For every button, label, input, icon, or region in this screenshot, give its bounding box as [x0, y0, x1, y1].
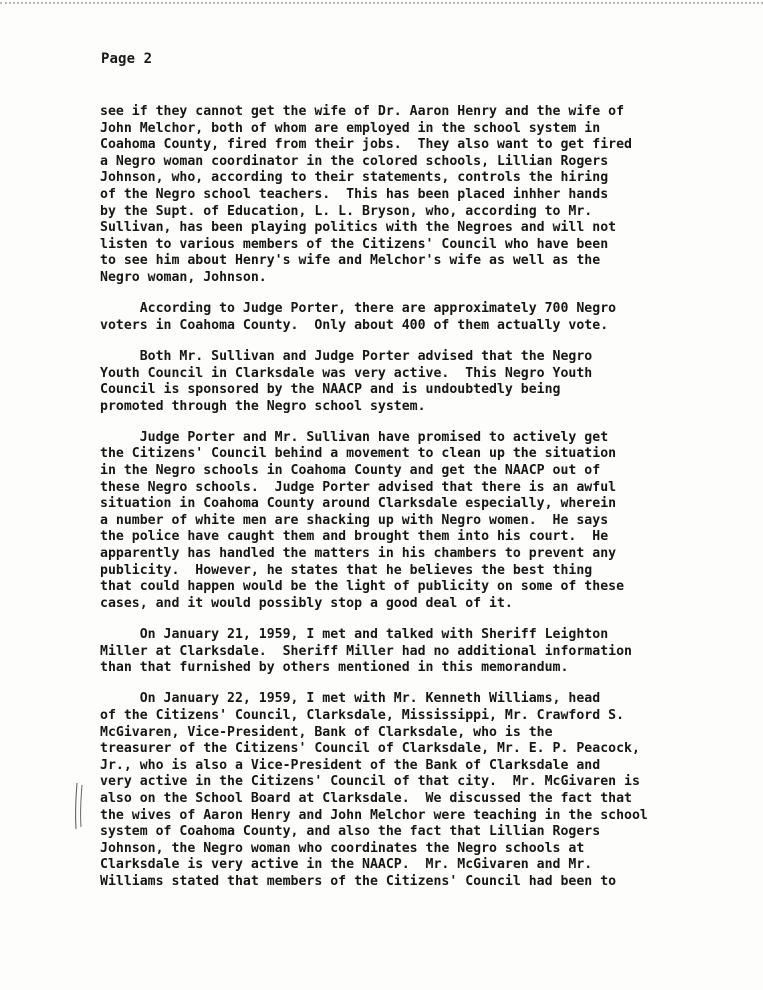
- text-line: than that furnished by others mentioned in this memorandum.: [100, 660, 569, 676]
- text-line: apparently has handled the matters in his chambers to prevent any: [100, 546, 617, 562]
- text-line: Johnson, the Negro woman who coordinates the Negro schools at: [100, 840, 585, 856]
- text-line: Negro woman, Johnson.: [100, 269, 267, 285]
- text-line: publicity. However, he states that he believes the best thing: [100, 562, 593, 578]
- text-line: the Citizens' Council behind a movement to clean up the situation: [100, 446, 617, 462]
- text-line: On January 22, 1959, I met with Mr. Kenneth Williams, head: [100, 691, 601, 707]
- text-line: system of Coahoma County, and also the fact that Lillian Rogers: [100, 824, 601, 840]
- text-line: promoted through the Negro school system.: [100, 398, 426, 414]
- text-line: Miller at Clarksdale. Sheriff Miller had no additional information: [100, 643, 632, 659]
- text-line: see if they cannot get the wife of Dr. Aaron Henry and the wife of: [100, 104, 625, 119]
- text-line: in the Negro schools in Coahoma County and get the NAACP out of: [100, 463, 601, 479]
- page-number-header: Page 2: [101, 51, 153, 67]
- text-line: by the Supt. of Education, L. L. Bryson, who, according to Mr.: [100, 203, 593, 219]
- text-line: Williams stated that members of the Citizens' Council had been to: [100, 873, 617, 889]
- paragraph: [100, 430, 740, 613]
- text-line: John Melchor, both of whom are employed in the school system in: [100, 120, 601, 136]
- text-line: listen to various members of the Citizens' Council who have been: [100, 236, 609, 252]
- paragraph: [100, 627, 740, 677]
- text-line: situation in Coahoma County around Clarksdale especially, wherein: [100, 496, 617, 512]
- page-top-edge: [0, 2, 763, 4]
- text-line: Both Mr. Sullivan and Judge Porter advised that the Negro: [100, 348, 593, 364]
- text-line: voters in Coahoma County. Only about 400 of them actually vote.: [100, 317, 609, 333]
- text-line: very active in the Citizens' Council of that city. Mr. McGivaren is: [100, 774, 640, 790]
- text-line: to see him about Henry's wife and Melchor's wife as well as the: [100, 253, 601, 269]
- text-line: Youth Council in Clarksdale was very active. This Negro Youth: [100, 365, 593, 381]
- text-line: Coahoma County, fired from their jobs. They also want to get fired: [100, 137, 632, 153]
- memorandum-body: [100, 104, 740, 905]
- text-line: Johnson, who, according to their statements, controls the hiring: [100, 170, 609, 186]
- text-line: Clarksdale is very active in the NAACP. Mr. McGivaren and Mr.: [100, 857, 593, 873]
- text-line: On January 21, 1959, I met and talked with Sheriff Leighton: [100, 627, 609, 642]
- text-line: treasurer of the Citizens' Council of Clarksdale, Mr. E. P. Peacock,: [100, 741, 640, 757]
- text-line: the wives of Aaron Henry and John Melchor were teaching in the school: [100, 807, 648, 823]
- text-line: the police have caught them and brought them into his court. He: [100, 529, 609, 545]
- text-line: Judge Porter and Mr. Sullivan have promised to actively get: [100, 429, 609, 445]
- text-line: of the Negro school teachers. This has been placed inhher hands: [100, 186, 609, 202]
- text-line: of the Citizens' Council, Clarksdale, Mississippi, Mr. Crawford S.: [100, 707, 625, 723]
- text-line: Jr., who is also a Vice-President of the Bank of Clarksdale and: [100, 757, 601, 773]
- text-line: also on the School Board at Clarksdale. We discussed the fact that: [100, 790, 632, 806]
- paragraph: [100, 691, 740, 890]
- text-line: a Negro woman coordinator in the colored schools, Lillian Rogers: [100, 153, 609, 169]
- text-line: that could happen would be the light of publicity on some of these: [100, 579, 625, 595]
- text-line: Sullivan, has been playing politics with the Negroes and will not: [100, 220, 617, 236]
- paragraph: [100, 301, 740, 334]
- text-line: McGivaren, Vice-President, Bank of Clarksdale, who is the: [100, 724, 553, 740]
- paragraph: [100, 349, 740, 415]
- text-line: According to Judge Porter, there are approximately 700 Negro: [100, 301, 617, 317]
- text-line: a number of white men are shacking up with Negro women. He says: [100, 512, 609, 528]
- paragraph: [100, 104, 740, 287]
- text-line: Council is sponsored by the NAACP and is undoubtedly being: [100, 382, 561, 398]
- text-line: these Negro schools. Judge Porter advised that there is an awful: [100, 479, 617, 495]
- text-line: cases, and it would possibly stop a good deal of it.: [100, 595, 513, 611]
- handwritten-margin-mark: [73, 781, 87, 831]
